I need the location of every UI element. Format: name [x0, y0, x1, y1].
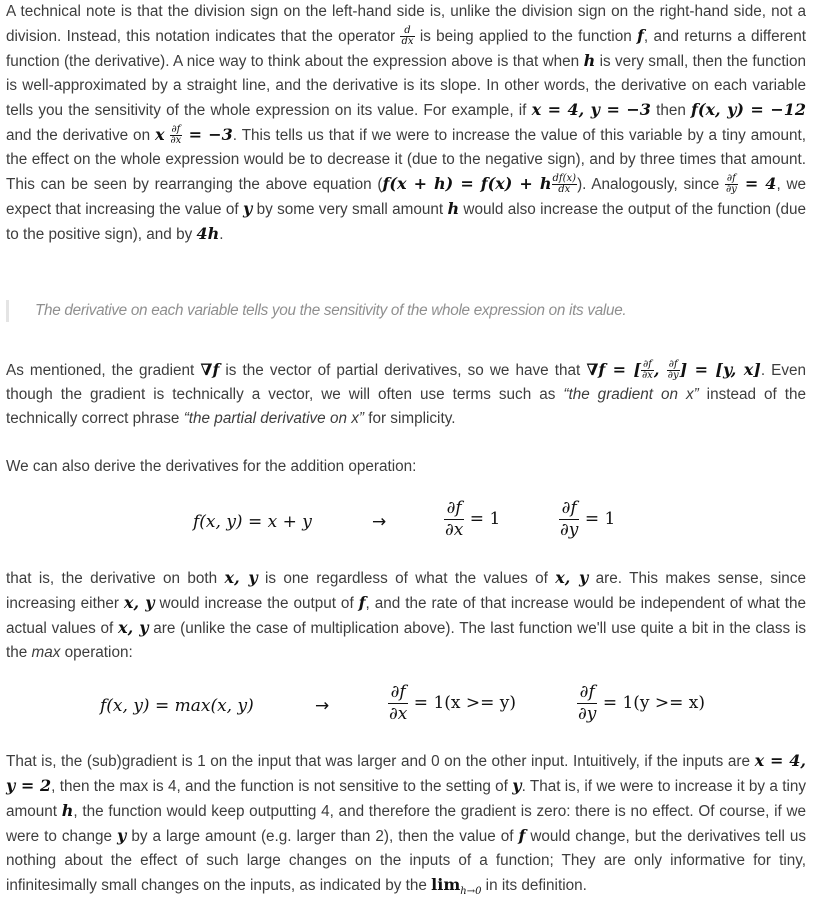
partial-f-x-fraction [641, 360, 654, 381]
denominator: ∂y [725, 184, 737, 196]
math-derivative-value: = −3 [182, 125, 233, 144]
text: . [219, 226, 224, 243]
text: would also increase the output of the function (due to the positive sign), and by [6, 201, 806, 243]
paragraph-addition-explanation [6, 566, 806, 665]
text: , and the rate of that increase would be independent of what the actual values of [6, 595, 806, 637]
equation-addition-lhs [193, 512, 312, 532]
eq-value: = 1 [584, 509, 616, 529]
denominator: ∂y [667, 370, 679, 382]
text: , then the max is 4, and the function is not sensitive to the setting of [51, 778, 513, 795]
math-gradient-open: ∇f = [ [586, 360, 642, 379]
partial-f-x-fraction [388, 684, 408, 723]
text: then [650, 102, 692, 119]
text: would increase the output of [154, 595, 359, 612]
numerator: df(x) [552, 173, 577, 185]
denominator: ∂x [389, 704, 408, 724]
text: and the derivative on [6, 127, 156, 144]
emphasis-max: max [31, 644, 61, 661]
math-example-values: x = 4, y = −3 [531, 100, 651, 119]
d-dx-fraction [400, 26, 414, 47]
text: is the vector of partial derivatives, so we have that [219, 362, 587, 379]
denominator: dx [558, 184, 571, 196]
text: . This tells us that if we were to increase the value of this variable by a tiny amount, the effect on the whole expression would be to decrease it (due to the negative sign), and by three times that amount. This can be seen by rearranging the above equation ( [6, 127, 806, 193]
numerator: ∂f [726, 173, 736, 185]
text: . That is, if we were to increase it by a tiny amount [6, 778, 807, 820]
arrow-icon: → [372, 512, 387, 532]
denominator: dx [401, 36, 414, 48]
text: are. This makes sense, since increasing either [6, 570, 806, 612]
quoted-phrase: “the gradient on x” [563, 386, 699, 403]
math-gradient-close: ] = [y, x] [679, 360, 761, 379]
text: in its definition. [481, 877, 587, 894]
equation-addition-partial-y [559, 500, 615, 539]
math-lim: lim [431, 875, 461, 894]
df-dx-fraction [552, 174, 578, 195]
math-rearranged-equation: f(x + h) = f(x) + h [382, 174, 552, 193]
eq-value: = 1(x >= y) [413, 693, 517, 713]
math-example-values: x = 4, y = 2 [6, 751, 806, 795]
math-comma: , [653, 360, 667, 379]
blockquote [6, 300, 809, 322]
text: As mentioned, the gradient [6, 362, 201, 379]
numerator: ∂f [642, 359, 652, 371]
text: A technical note is that the division sign on the left-hand side is, unlike the division sign on the right-hand side, not a division. Instead, this notation indicates that the operator [6, 3, 806, 45]
numerator: ∂f [444, 500, 464, 520]
quoted-phrase: “the partial derivative on x” [183, 410, 364, 427]
math-y: y [117, 826, 127, 845]
paragraph-derivative-note [6, 0, 806, 247]
partial-f-x-fraction [444, 500, 464, 539]
math-x-y: x, y [118, 618, 149, 637]
eq-value: = 1 [469, 509, 501, 529]
numerator: ∂f [668, 359, 678, 371]
arrow-icon: → [315, 696, 330, 716]
text: ). Analogously, since [577, 176, 725, 193]
math-x-y: x, y [555, 568, 589, 587]
math-y: y [512, 776, 522, 795]
denominator: ∂x [445, 520, 464, 540]
math-x: x [155, 125, 165, 144]
numerator: d [400, 26, 414, 37]
text: by some very small amount [252, 201, 448, 218]
math-f: f [358, 593, 366, 612]
text: , the function would keep outputting 4, and therefore the gradient is zero: there is no effect. Of course, if we were to change [6, 803, 806, 845]
denominator: ∂x [170, 135, 182, 147]
numerator: ∂f [559, 500, 579, 520]
math-f-value: f(x, y) = −12 [691, 100, 806, 119]
text: are (unlike the case of multiplication above). The last function we'll use quite a bit in the class is the [6, 620, 807, 661]
text: for simplicity. [363, 410, 456, 427]
text: instead of the technically correct phrase [6, 386, 807, 427]
math-f: f [518, 826, 526, 845]
numerator: ∂f [171, 124, 181, 136]
text: is being applied to the function [414, 28, 638, 45]
partial-f-y-fraction [577, 684, 597, 723]
eq-lhs-text: f(x, y) = max(x, y) [100, 696, 254, 716]
equation-addition-partial-x [444, 500, 500, 539]
equation-max-partial-x [388, 684, 516, 723]
eq-value: = 1(y >= x) [602, 693, 706, 713]
text: is one regardless of what the values of [257, 570, 556, 587]
paragraph-gradient [6, 358, 806, 431]
denominator: ∂x [642, 370, 653, 382]
denominator: ∂y [560, 520, 579, 540]
numerator: ∂f [577, 684, 597, 704]
eq-lhs-text: f(x, y) = x + y [193, 512, 312, 532]
math-x-y: x, y [123, 593, 155, 612]
paragraph-addition-intro: We can also derive the derivatives for the addition operation: [6, 458, 417, 475]
partial-f-y-fraction [725, 174, 738, 195]
math-y: y [242, 199, 253, 218]
text: is very small, then the function is well-approximated by a straight line, and the derivative is its slope. In other words, the derivative on each variable tells you the sensitivity of the whole expression on its value. For example, if [6, 53, 806, 119]
numerator: ∂f [388, 684, 408, 704]
text: , and returns a different function (the derivative). A nice way to think about the expression above is that when [6, 28, 807, 70]
math-x-y: x, y [224, 568, 258, 587]
math-h: h [447, 199, 460, 218]
text: that is, the derivative on both [6, 570, 225, 587]
text: That is, the (sub)gradient is 1 on the input that was larger and 0 on the other input. Intuitively, if the inputs are [6, 753, 755, 770]
denominator: ∂y [578, 704, 597, 724]
text: by a large amount (e.g. larger than 2), then the value of [126, 828, 519, 845]
math-h: h [61, 801, 74, 820]
paragraph-max-explanation [6, 749, 806, 904]
partial-f-y-fraction [559, 500, 579, 539]
math-lim-subscript: h→0 [460, 886, 482, 898]
text: , we expect that increasing the value of [6, 176, 806, 218]
text: would change, but the derivatives tell us nothing about the effect of such large changes on the inputs of a function; They are only informative for tiny, infinitesimally small changes on the inputs, as indicated by the [6, 828, 806, 894]
math-derivative-value: = 4 [737, 174, 777, 193]
text: operation: [60, 644, 133, 661]
math-f: f [637, 26, 644, 45]
text: . Even though the gradient is technically a vector, we will often use terms such as [6, 362, 807, 403]
math-gradient: ∇f [200, 360, 220, 379]
partial-f-y-fraction [667, 360, 680, 381]
math-h: h [583, 51, 596, 70]
math-4h: 4h [196, 224, 220, 243]
partial-f-x-fraction [170, 125, 183, 146]
blockquote-text: The derivative on each variable tells you the sensitivity of the whole expression on its value. [35, 302, 627, 319]
equation-max-lhs [100, 696, 254, 716]
equation-max-partial-y [577, 684, 705, 723]
